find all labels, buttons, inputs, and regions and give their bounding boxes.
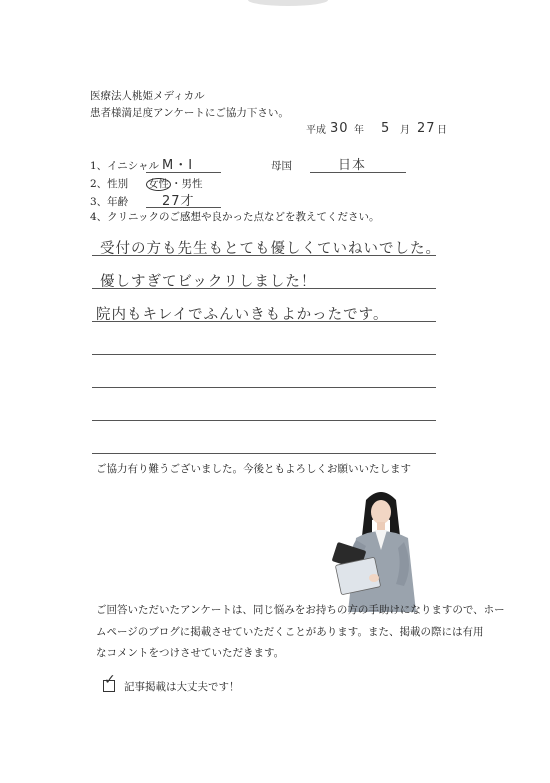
date-month: 5 [381, 121, 391, 136]
gender-separator: ・ [171, 178, 182, 190]
date-era: 平成 [306, 125, 326, 136]
gender-female-selected: 女性 [148, 178, 169, 190]
survey-subtitle: 患者様満足度アンケートにご協力下さい。 [90, 107, 289, 119]
age-value: 27才 [162, 194, 195, 209]
thanks-text: ご協力有り難うございました。今後ともよろしくお願いいたします [96, 463, 411, 475]
scan-artifact [248, 0, 328, 6]
org-name: 医療法人桃姫メディカル [90, 90, 205, 102]
comment-rule-3 [92, 321, 436, 322]
gender-options [146, 177, 203, 191]
age-label: 3、年齢 [90, 196, 129, 208]
comment-rule-7 [92, 453, 436, 454]
check-icon: ✓ [104, 672, 116, 688]
gender-label: 2、性別 [90, 178, 129, 190]
comment-line-3: 院内もキレイでふんいきもよかったです。 [96, 307, 389, 323]
comment-rule-6 [92, 420, 436, 421]
comment-line-2: 優しすぎてビックリしました！ [100, 274, 317, 290]
initial-underline [146, 172, 221, 173]
date-year: 30 [330, 121, 349, 136]
age-underline [146, 207, 221, 208]
comment-rule-1 [92, 255, 436, 256]
comment-line-1: 受付の方も先生もとても優しくていねいでした。 [100, 241, 441, 257]
date-year-unit: 年 [354, 125, 364, 136]
country-label: 母国 [271, 160, 292, 172]
gender-male: 男性 [181, 178, 203, 190]
staff-illustration [326, 486, 436, 612]
q4-label: 4、クリニックのご感想や良かった点などを教えてください。 [90, 211, 380, 223]
comment-rule-2 [92, 288, 436, 289]
notice-line-1: ご回答いただいたアンケートは、同じ悩みをお持ちの方の手助けになりますので、ホー [96, 604, 505, 616]
date-month-unit: 月 [400, 125, 410, 136]
country-value: 日本 [338, 158, 367, 173]
date-day-unit: 日 [437, 125, 447, 136]
notice-line-2: ムページのブログに掲載させていただくことがあります。また、掲載の際には有用 [96, 626, 484, 638]
country-underline [310, 172, 406, 173]
initial-label: 1、イニシャル [90, 160, 160, 172]
comment-rule-5 [92, 387, 436, 388]
comment-rule-4 [92, 354, 436, 355]
notice-line-3: なコメントをつけさせていただきます。 [96, 647, 285, 659]
consent-label: 記事掲載は大丈夫です！ [124, 681, 240, 693]
date-day: 27 [417, 121, 436, 136]
initial-value: M・I [162, 158, 194, 173]
